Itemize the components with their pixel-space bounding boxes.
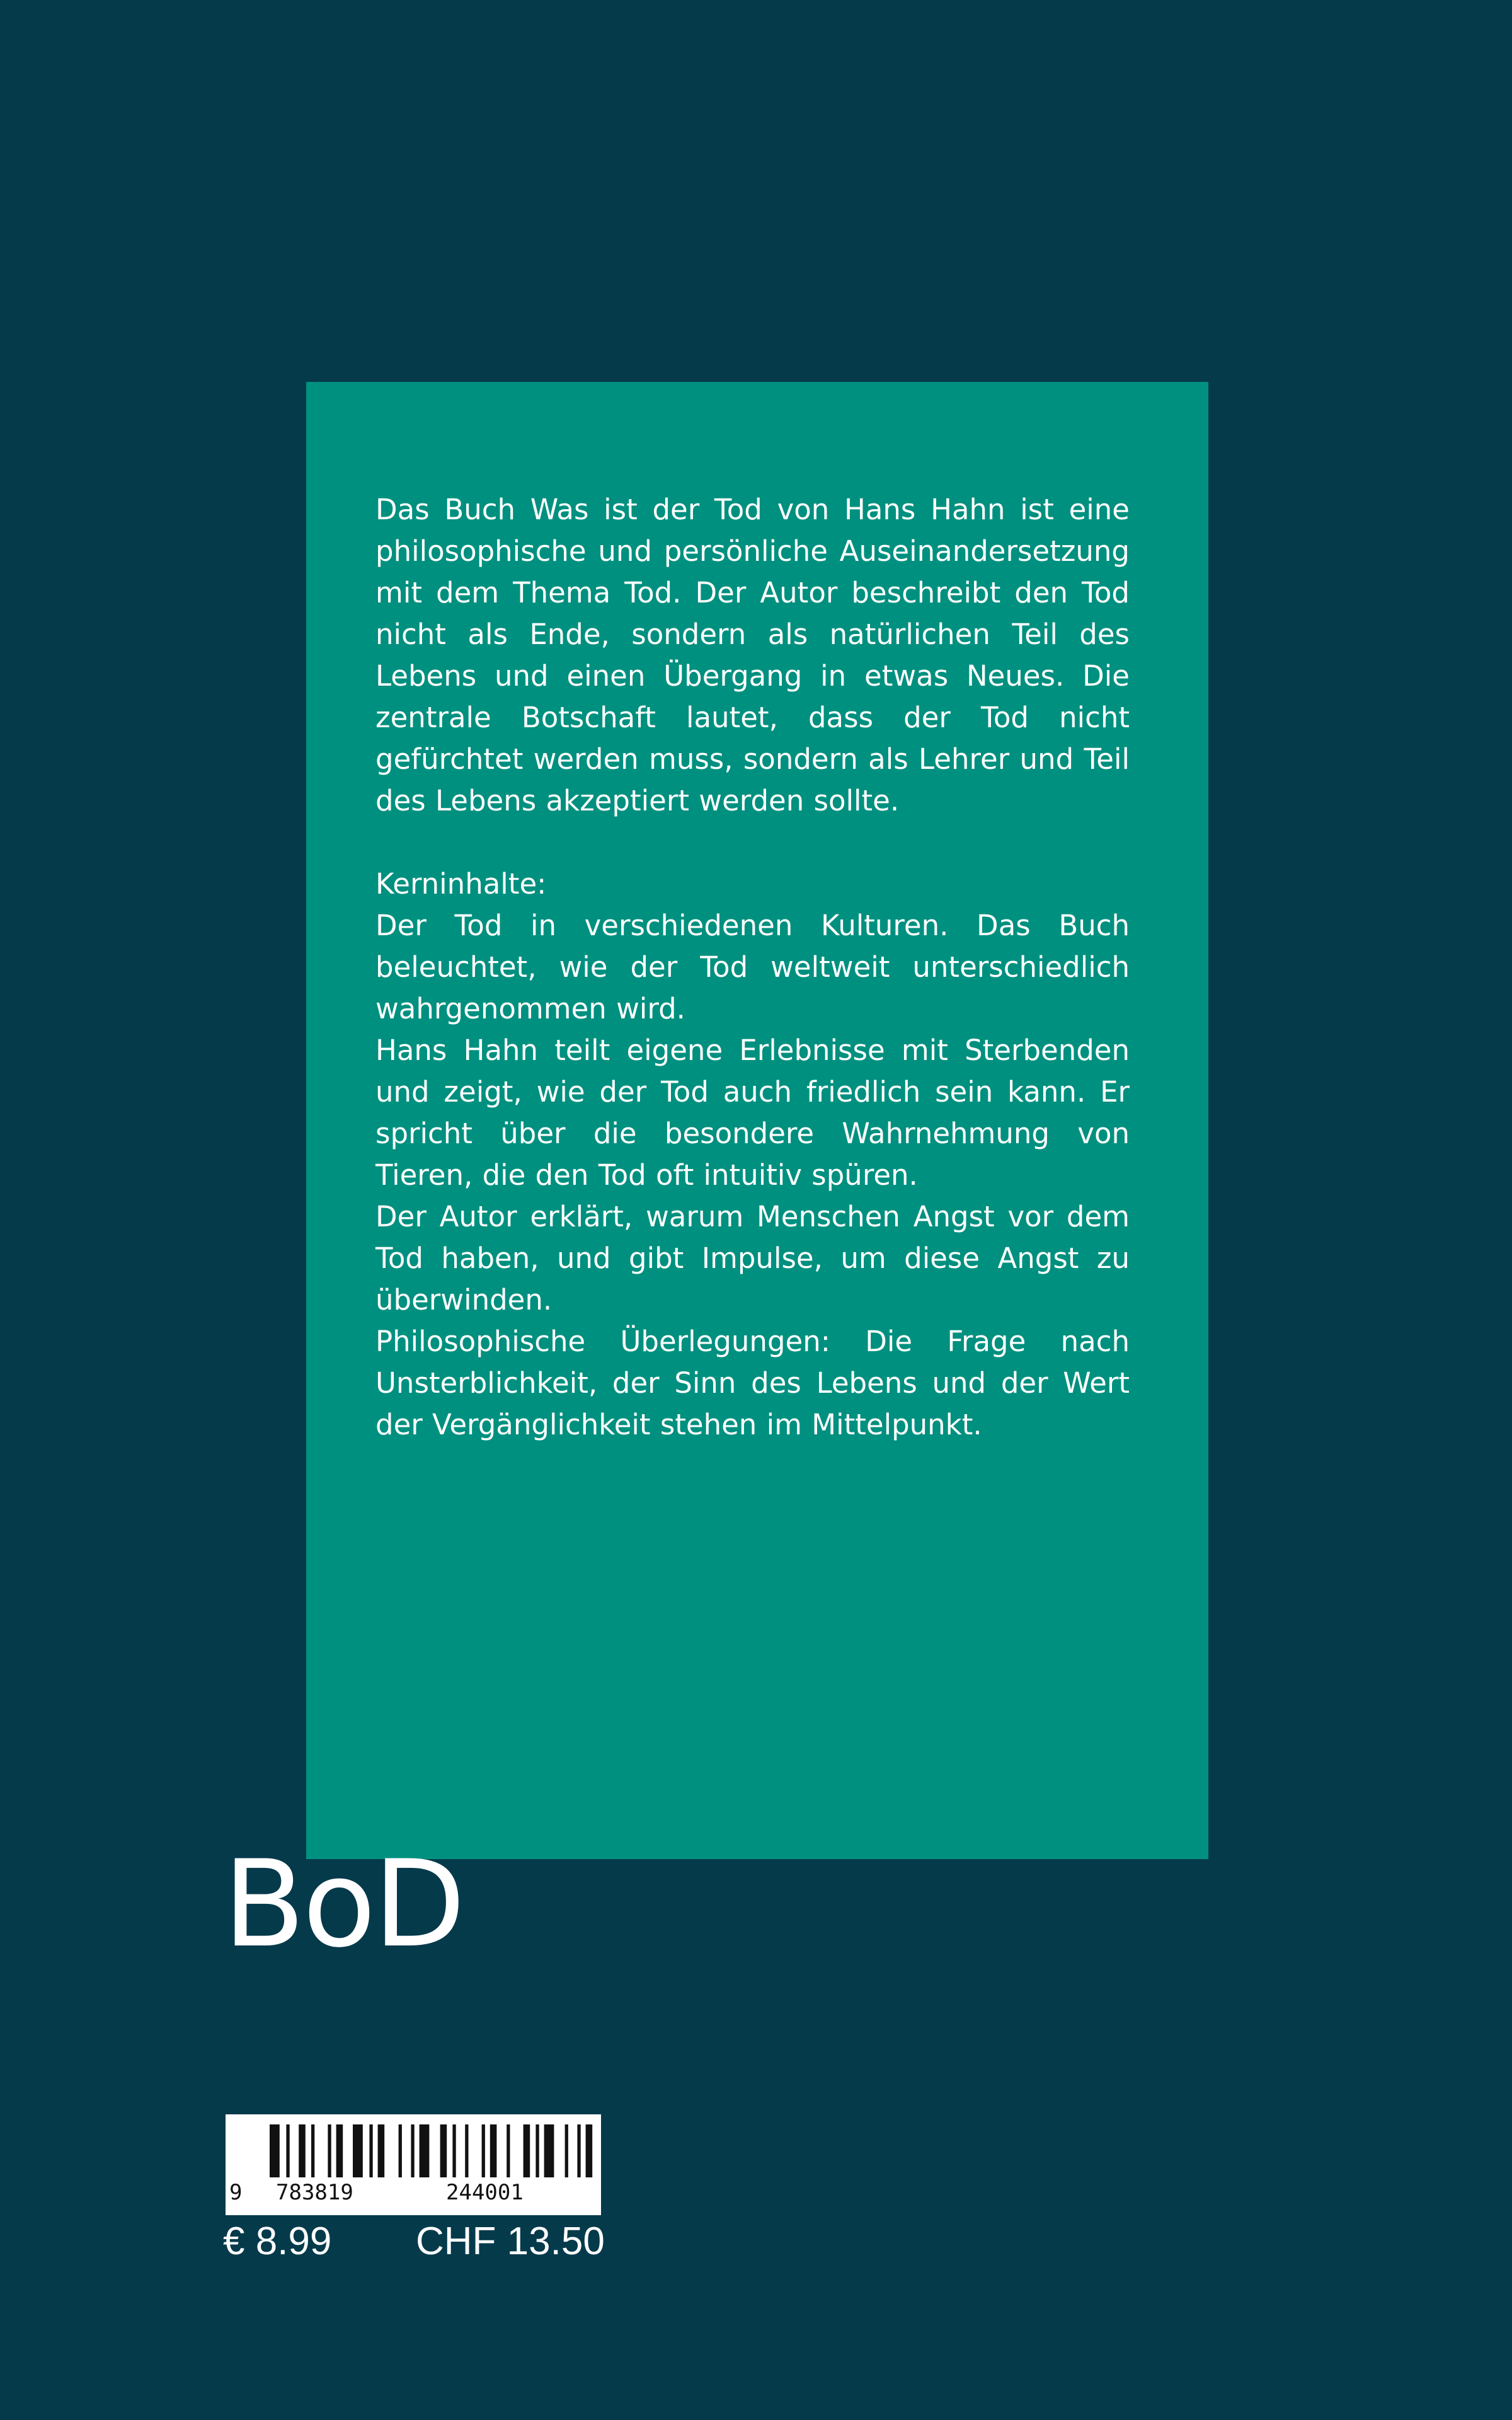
barcode-bar (369, 2124, 372, 2177)
barcode-bar (490, 2124, 497, 2177)
barcode-bar (270, 2124, 280, 2177)
barcode-bar (353, 2124, 363, 2177)
barcode-bar (299, 2124, 306, 2177)
barcode-prefix-digit: 9 (229, 2180, 243, 2205)
barcode-digit-group-2: 244001 (446, 2180, 524, 2205)
publisher-logo: BoD (223, 1835, 463, 1974)
blurb-item-philosophy: Philosophische Überlegungen: Die Frage nach Unsterblichkeit, der Sinn des Lebens und der Wert der Vergänglichkeit stehen im Mittelpunkt. (375, 1325, 1130, 1441)
price-euro: € 8.99 (223, 2220, 332, 2263)
barcode-digit-group-1: 783819 (276, 2180, 353, 2205)
barcode-bar (507, 2124, 510, 2177)
blurb-item-fear: Der Autor erklärt, warum Menschen Angst vor dem Tod haben, und gibt Impulse, um diese Angst zu überwinden. (375, 1200, 1130, 1317)
barcode-bar (482, 2124, 485, 2177)
barcode-bar (311, 2124, 314, 2177)
barcode-bar (440, 2124, 447, 2177)
blurb-item-cultures: Der Tod in verschiedenen Kulturen. Das Buch beleuchtet, wie der Tod weltweit unterschiedlich wahrgenommen wird. (375, 909, 1130, 1025)
isbn-barcode (226, 2114, 601, 2215)
barcode-bar (378, 2124, 385, 2177)
blurb-heading: Kerninhalte: (375, 867, 547, 901)
blurb-text (375, 489, 1130, 1446)
blurb-panel (306, 382, 1208, 1859)
barcode-bar (524, 2124, 530, 2177)
barcode-bar (465, 2124, 468, 2177)
barcode-bar (420, 2124, 430, 2177)
price-chf: CHF 13.50 (416, 2220, 605, 2263)
paragraph-spacer (375, 822, 1130, 863)
barcode-bar (399, 2124, 402, 2177)
blurb-intro-paragraph: Das Buch Was ist der Tod von Hans Hahn ist eine philosophische und persönliche Auseinandersetzung mit dem Thema Tod. Der Autor beschreibt den Tod nicht als Ende, sondern als natürlichen Teil des Lebens und einen Übergang in etwas Neues. Die zentrale Botschaft lautet, dass der Tod nicht gefürchtet werden muss, sondern als Lehrer und Teil des Lebens akzeptiert werden sollte. (375, 493, 1130, 817)
barcode-bars (226, 2114, 601, 2180)
barcode-bar (536, 2124, 539, 2177)
barcode-bar (328, 2124, 331, 2177)
blurb-item-experiences: Hans Hahn teilt eigene Erlebnisse mit Sterbenden und zeigt, wie der Tod auch friedlich sein kann. Er spricht über die besondere Wahrnehmung von Tieren, die den Tod oft intuitiv spüren. (375, 1034, 1130, 1192)
barcode-bar (411, 2124, 414, 2177)
barcode-bar (544, 2124, 554, 2177)
barcode-bar (336, 2124, 343, 2177)
barcode-bar (565, 2124, 568, 2177)
barcode-bar (452, 2124, 455, 2177)
barcode-digits (226, 2180, 601, 2211)
barcode-bar (577, 2124, 580, 2177)
barcode-bar (586, 2124, 593, 2177)
barcode-bar (286, 2124, 289, 2177)
